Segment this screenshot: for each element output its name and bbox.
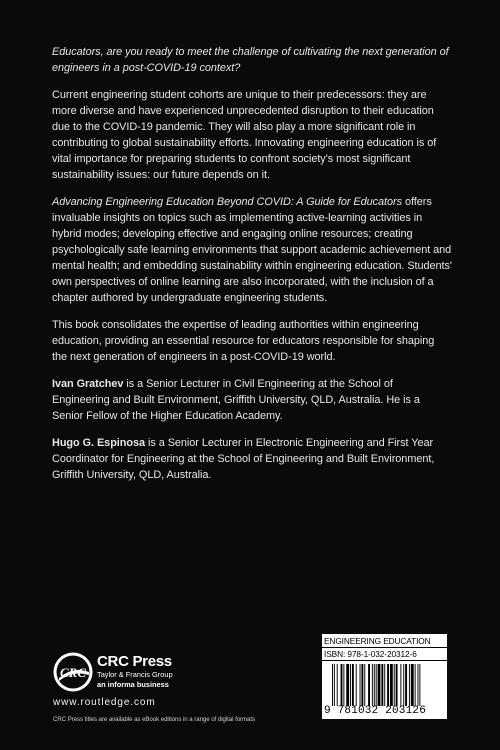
description-paragraph-1: Current engineering student cohorts are unique to their predecessors: they are more diverse and have experienced unprecedented disruption to their education due to the COVID-19 pandemic. They will also play a more significant role in contributing to global sustainability efforts. Innovating engineering education is of vital importance for preparing students to confront society's most significant sustainability issues: our future depends on it.: [52, 89, 437, 181]
barcode-bar: [387, 664, 389, 706]
author-2-name: Hugo G. Espinosa: [52, 437, 145, 449]
barcode-bar: [415, 664, 416, 706]
subject-category: ENGINEERING EDUCATION: [324, 636, 431, 646]
barcode-bar: [376, 664, 377, 706]
publisher-name: CRC Press: [97, 653, 172, 670]
barcode-bar: [390, 664, 393, 706]
barcode-bar: [418, 664, 419, 706]
logo-text: CRC: [59, 665, 87, 680]
barcode-bar: [360, 664, 361, 706]
barcode-bar: [419, 664, 420, 706]
barcode-digits: 9 781032 203126: [324, 705, 427, 717]
barcode-bar: [356, 664, 357, 706]
barcode-bar: [346, 664, 349, 706]
isbn-number: ISBN: 978-1-032-20312-6: [324, 649, 417, 659]
barcode-bar: [374, 664, 375, 706]
barcode-bar: [384, 664, 385, 706]
description-paragraph-2-text: offers invaluable insights on topics such as implementing active-learning activities in hybrid modes; developing effective and engaging online resources; creating psychologically safe learning environments that support academic achievement and mental health; and embedding sustainability within engineering education. Students' own perspectives of online learning are also incorporated, with the inclusion of a chapter authored by undergraduate engineering students.: [52, 196, 452, 304]
barcode-bar: [361, 664, 363, 706]
publisher-business: an informa business: [97, 680, 169, 689]
barcode-bar: [334, 664, 335, 706]
book-title: Advancing Engineering Education Beyond COVID: A Guide for Educators: [52, 196, 402, 208]
barcode-icon: [332, 664, 442, 706]
barcode-bar: [411, 664, 414, 706]
author-1-name: Ivan Gratchev: [52, 378, 124, 390]
barcode-bar: [372, 664, 373, 706]
barcode-bar: [350, 664, 351, 706]
barcode-bar: [343, 664, 344, 706]
barcode-bar: [396, 664, 398, 706]
barcode-bar: [337, 664, 338, 706]
publisher-block: [97, 653, 173, 690]
author-bio-1: [52, 376, 452, 424]
publisher-website[interactable]: www.routledge.com: [53, 697, 156, 708]
barcode-bar: [378, 664, 381, 706]
barcode-bar: [352, 664, 354, 706]
crc-press-logo: [53, 652, 93, 692]
barcode-bar: [409, 664, 410, 706]
divider: [322, 647, 447, 648]
author-1-bio: is a Senior Lecturer in Civil Engineering at the School of Engineering and Built Environment, Griffith University, QLD, Australia. He is a Senior Fellow of the Higher Education Academy.: [52, 378, 420, 422]
barcode-bar: [403, 664, 404, 706]
barcode-bar: [368, 664, 370, 706]
barcode-bar: [332, 664, 333, 706]
isbn-barcode-box: [322, 634, 447, 719]
barcode-bar: [400, 664, 401, 706]
barcode-bar: [364, 664, 365, 706]
divider: [322, 660, 447, 661]
barcode-bar: [405, 664, 407, 706]
ebook-note: CRC Press titles are available as eBook editions in a range of digital formats: [53, 716, 256, 723]
barcode-bar: [381, 664, 383, 706]
author-bio-2: [52, 435, 452, 483]
intro-question: Educators, are you ready to meet the challenge of cultivating the next generation of engineers in a post-COVID-19 context?: [52, 46, 449, 74]
author-2-bio: is a Senior Lecturer in Electronic Engineering and First Year Coordinator for Engineering at the School of Engineering and Built Environment, Griffith University, QLD, Australia.: [52, 437, 435, 481]
back-cover-text: [52, 44, 452, 494]
barcode-bar: [394, 664, 395, 706]
description-paragraph-3: This book consolidates the expertise of leading authorities within engineering education, providing an essential resource for educators responsible for shaping the next generation of engineers in a post-COVID-19 world.: [52, 319, 435, 363]
description-paragraph-2: [52, 194, 452, 306]
barcode-bar: [341, 664, 343, 706]
publisher-group: Taylor & Francis Group: [97, 670, 173, 679]
